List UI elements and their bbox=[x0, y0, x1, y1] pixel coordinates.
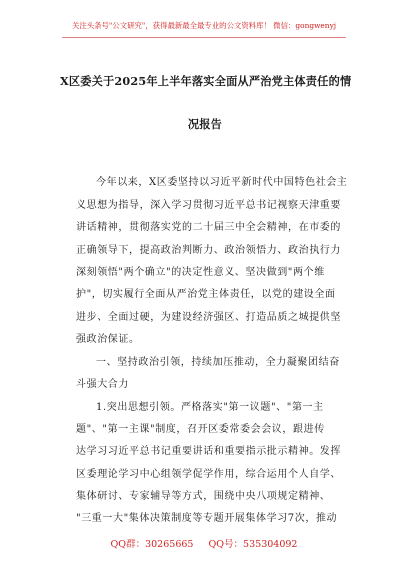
body-line: 深刻领悟"两个确立"的决定性意义、坚决做到"两个维 bbox=[76, 267, 325, 278]
body-line: 集体研讨、专家辅导等方式，围绕中央八项规定精神、 bbox=[76, 491, 331, 502]
body-line: 1.突出思想引领。严格落实"第一议题"、"第一主 bbox=[96, 402, 324, 413]
body-line: 强政治保证。 bbox=[76, 334, 140, 345]
footer-qq-number: QQ号：535304092 bbox=[208, 539, 298, 550]
body-line: 题"、"第一主课"制度，召开区委常委会会议，跟进传 bbox=[76, 424, 325, 435]
footer-qq-group: QQ群：30265665 bbox=[110, 539, 194, 550]
body-line: 正确领导下，提高政治判断力、政治领悟力、政治执行力 bbox=[76, 245, 341, 256]
header-banner: 关注头条号"公文研究"，获得最新最全最专业的公文资料库！ 微信：gongwenyj bbox=[71, 21, 337, 30]
body-line: 达学习习近平总书记重要讲话和重要指示批示精神。发挥 bbox=[76, 446, 341, 457]
section-heading: 斗强大合力 bbox=[76, 379, 129, 390]
body-line: 义思想为指导，深入学习贯彻习近平总书记视察天津重要 bbox=[76, 200, 341, 211]
body-line: 区委理论学习中心组领学促学作用，综合运用个人自学、 bbox=[76, 469, 341, 480]
header-divider bbox=[62, 37, 346, 38]
body-line: 讲话精神，贯彻落实党的二十届三中全会精神，在市委的 bbox=[76, 222, 341, 233]
section-heading: 一、坚持政治引领，持续加压推动，全力凝聚团结奋 bbox=[96, 357, 340, 368]
document-title-line-1: X区委关于2025年上半年落实全面从严治党主体责任的情 bbox=[60, 74, 352, 88]
body-line: 今年以来，X区委坚持以习近平新时代中国特色社会主 bbox=[96, 177, 348, 188]
footer-contact bbox=[0, 536, 408, 550]
document-title-line-2: 况报告 bbox=[187, 117, 223, 131]
body-line: 护"，切实履行全面从严治党主体责任，以党的建设全面 bbox=[76, 289, 336, 300]
body-line: 进步、全面过硬，为建设经济强区、打造品质之城提供坚 bbox=[76, 312, 341, 323]
body-line: "三重一大"集体决策制度等专题开展集体学习7次，推动 bbox=[76, 513, 338, 524]
